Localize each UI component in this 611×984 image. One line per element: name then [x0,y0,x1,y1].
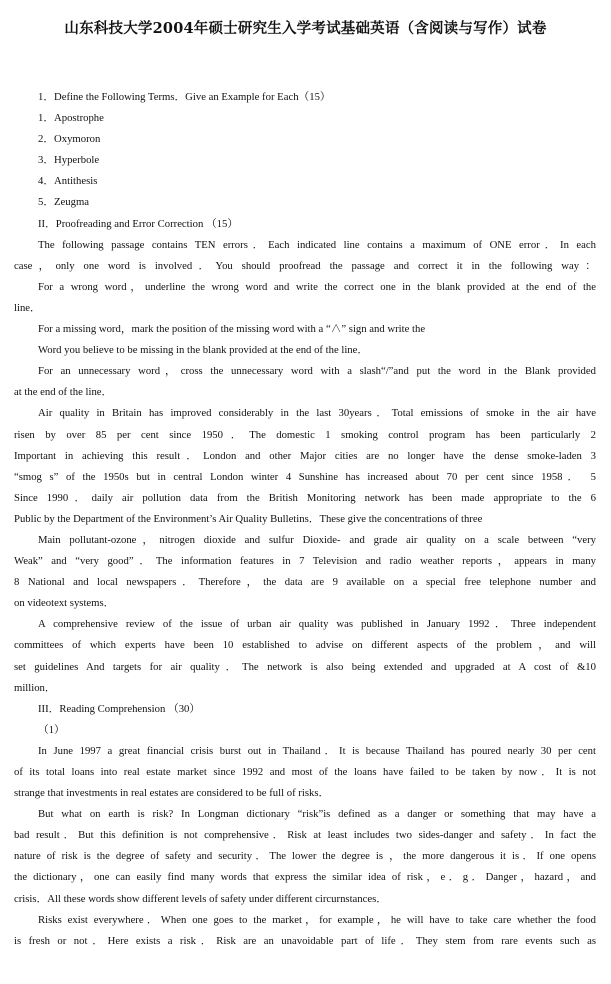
passage-line: committees of which experts have been 10 established to advise on different aspects of the problem，and will [14,639,596,652]
body-line: For a wrong word，underline the wrong word and write the correct one in the blank provided at the end of the [38,280,596,293]
passage-line: Since 1990．daily air pollution data from the British Monitoring network has been made appropriate to the 6 [14,491,596,504]
section-1-heading: 1．Define the Following Terms．Give an Example for Each（15） [38,91,331,103]
reading-line: But what on earth is risk? In Longman dictionary “risk”is defined as a danger or something that may have a [38,808,596,821]
passage-line: 8 National and local newspapers．Therefore，the data are 9 available on a special free telephone number and [14,576,596,589]
reading-line: is fresh or not．Here exists a risk．Risk are an unavoidable part of life．They stem from rare events such as [14,934,596,947]
passage-line: A comprehensive review of the issue of urban air quality was published in January 1992．Three independent [38,618,596,631]
body-line: case，only one word is involved．You should proofread the passage and correct it in the following way： [14,259,596,272]
reading-line: In June 1997 a great financial crisis burst out in Thailand．It is because Thailand has poured nearly 30 per cent [38,744,596,757]
term-item: 4．Antithesis [38,175,98,188]
section-2-heading: II．Proofreading and Error Correction （15） [38,217,239,230]
body-line: at the end of the line． [14,386,113,399]
body-line: The following passage contains TEN errors．Each indicated line contains a maximum of ONE error．In each [38,238,596,251]
passage-line: million． [14,681,56,694]
passage-line: on videotext systems． [14,597,115,610]
reading-line: bad result．But this definition is not comprehensive．Risk at least includes two sides-danger and safety．In fact the [14,829,596,842]
body-line: For a missing word，mark the position of the missing word with a “∧” sign and write the [38,323,426,336]
body-line: line． [14,301,41,314]
passage-line: Weak” and “very good”．The information features in 7 Television and radio weather reports，appears in many [14,555,596,568]
term-item: 3．Hyperbole [38,154,100,167]
passage-line: risen by over 85 per cent since 1950．The domestic 1 smoking control program has been particularly 2 [14,428,596,441]
reading-line: nature of risk is the degree of safety and security．The lower the degree is ，the more dangerous it is．If one opens [14,850,596,863]
body-line: Word you believe to be missing in the blank provided at the end of the line． [38,344,369,357]
passage-line: Main pollutant-ozone，nitrogen dioxide and sulfur Dioxide- and grade air quality on a scale between “very [38,533,596,546]
passage-line: Air quality in Britain has improved considerably in the last 30years．Total emissions of smoke in the air have [38,407,596,420]
reading-line: Risks exist everywhere．When one goes to the market，for example，he will have to take care whether the food [38,913,596,926]
exam-title: 山东科技大学2004年硕士研究生入学考试基础英语（含阅读与写作）试卷 [64,20,547,37]
term-item: 1．Apostrophe [38,112,104,125]
passage-line: “smog s” of the 1950s but in central London winter 4 Sunshine has increased about 70 per cent since 1958． 5 [14,470,596,483]
passage-line: Public by the Department of the Environment’s Air Quality Bulletins．These give the concentrations of three [14,512,483,525]
passage-number: （1） [38,723,65,736]
document-body [14,87,596,952]
passage-line: set guidelines And targets for air quality．The network is also being extended and upgraded at A cost of &10 [14,660,596,673]
term-item: 2．Oxymoron [38,133,101,146]
reading-line: strange that investments in real estates are considered to be full of risks． [14,787,330,800]
passage-line: Important in achieving this result．London and other Major cities are no longer have the dense smoke-laden 3 [14,449,596,462]
section-3-heading: III．Reading Comprehension （30） [38,702,201,715]
reading-line: crisis．All these words show different levels of safety under different circurnstances． [14,892,387,905]
body-line: For an unnecessary word，cross the unnecessary word with a slash“/”and put the word in the Blank provided [38,365,596,378]
reading-line: of its total loans into real estate market since 1992 and most of the loans have failed to be taken by now．It is not [14,766,596,778]
term-item: 5．Zeugma [38,196,90,209]
reading-line: the dictionary，one can easily find many words that express the similar idea of risk，e．g．Danger，hazard，and [14,871,596,884]
